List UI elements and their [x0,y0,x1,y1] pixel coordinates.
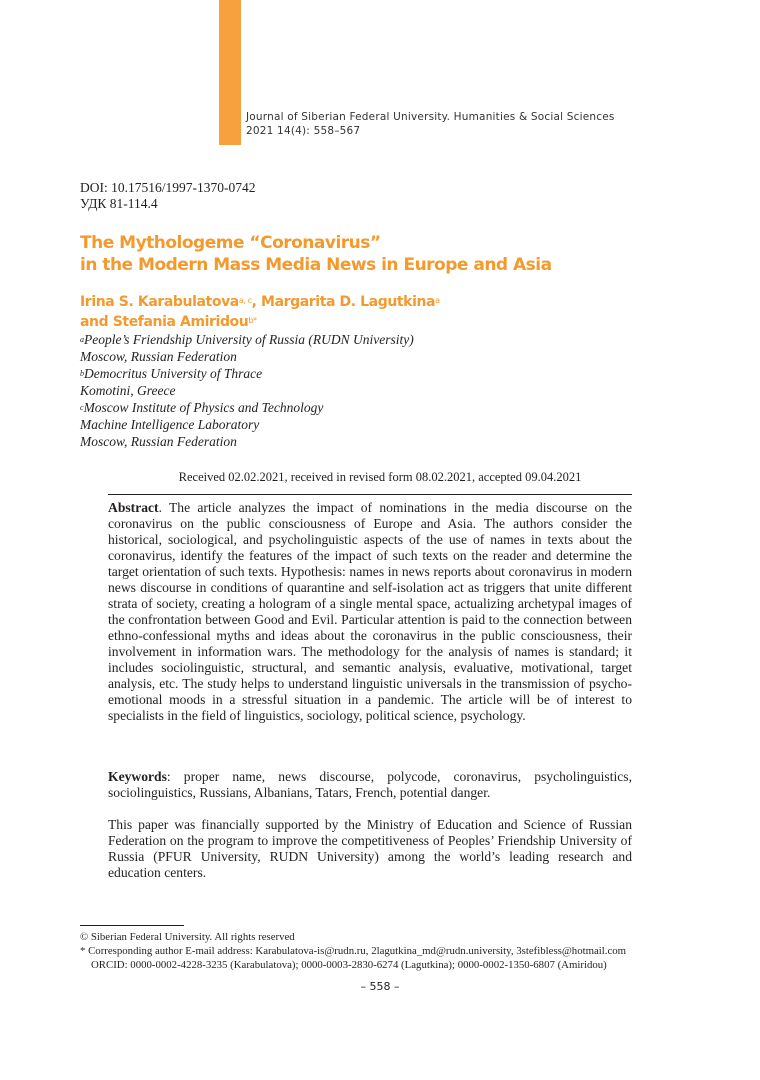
abstract-label: Abstract [108,500,159,515]
affiliation-line [80,331,414,348]
keywords [108,769,632,801]
affiliation-line [80,382,414,399]
author-affil-sup: b* [248,316,257,325]
author-separator: , [251,294,262,310]
keywords-label: Keywords [108,769,167,784]
article-title [80,232,552,276]
affiliation-line [80,365,414,382]
title-line-1: The Mythologeme “Coronavirus” [80,233,381,253]
abstract [108,500,632,724]
journal-header [246,110,615,138]
affiliation-sup: b [80,369,84,378]
article-identifiers [80,180,256,212]
copyright-note: © Siberian Federal University. All rights reserved [80,931,295,943]
orcid-note: ORCID: 0000-0002-4228-3235 (Karabulatova); 0000-0003-2830-6274 (Lagutkina); 0000-0002-1350-6807 (Amiridou) [91,959,607,971]
affiliations [80,331,414,450]
journal-issue: 2021 14(4): 558–567 [246,125,361,137]
footnotes [80,930,626,972]
corresponding-author-note: * Corresponding author E-mail address: Karabulatova-is@rudn.ru, 2lagutkina_md@rudn.university, 3stefibless@hotmail.com [80,945,627,957]
header-accent-bar [219,0,241,145]
author-affil-sup: a [435,296,440,305]
affiliation-text: Machine Intelligence Laboratory [80,417,260,432]
author-line-1 [80,292,440,312]
affiliation-text: Moscow, Russian Federation [80,349,237,364]
affiliation-text: Democritus University of Thrace [84,366,263,381]
title-line-2: in the Modern Mass Media News in Europe and Asia [80,255,552,275]
affiliation-text: People’s Friendship University of Russia (RUDN University) [84,332,414,347]
author-name: Stefania Amiridou [112,314,249,330]
author-affil-sup: a, c [238,296,252,305]
affiliation-line [80,348,414,365]
keywords-text: : proper name, news discourse, polycode, coronavirus, psycholinguistics, sociolinguistics, Russians, Albanians, Tatars, French, potential danger. [108,769,632,800]
page-number: – 558 – [360,980,400,993]
footnote-divider [80,925,184,926]
affiliation-line [80,416,414,433]
author-conjunction: and [80,314,113,330]
abstract-divider [108,494,632,495]
affiliation-line [80,433,414,450]
affiliation-sup: a [80,335,84,344]
journal-name: Journal of Siberian Federal University. Humanities & Social Sciences [246,111,615,123]
author-name: Margarita D. Lagutkina [261,294,436,310]
affiliation-text: Komotini, Greece [80,383,176,398]
abstract-text: . The article analyzes the impact of nominations in the media discourse on the coronavirus on the public consciousness of Europe and Asia. The authors consider the historical, sociological, and psycholinguistic aspects of the use of names in texts about the coronavirus, identify the features of the impact of such texts on the reader and determine the target orientation of such texts. Hypothesis: names in news reports about coronavirus in modern news discourse in conditions of quarantine and self-isolation act as triggers that unite different strata of society, creating a hologram of a single mental space, actualizing archetypal images of the confrontation between Good and Evil. Particular attention is paid to the connection between ethno-confessional myths and ideas about the coronavirus in the public consciousness, their involvement in information wars. The methodology for the analysis of names is standard; it includes sociolinguistic, structural, and semantic analysis, evaluative, motivational, target analysis, etc. The study helps to understand linguistic universals in the transmission of psycho-emotional moods in a stressful situation in a pandemic. The article will be of interest to specialists in the field of linguistics, sociology, political science, psychology. [108,500,632,723]
received-dates: Received 02.02.2021, received in revised form 08.02.2021, accepted 09.04.2021 [178,470,582,484]
affiliation-line [80,399,414,416]
affiliation-sup: c [80,403,84,412]
affiliation-text: Moscow, Russian Federation [80,434,237,449]
author-list [80,292,440,332]
affiliation-text: Moscow Institute of Physics and Technology [83,400,324,415]
author-name: Irina S. Karabulatova [80,294,239,310]
udk: УДК 81-114.4 [80,196,158,211]
author-line-2 [80,312,440,332]
funding-statement: This paper was financially supported by the Ministry of Education and Science of Russian Federation on the program to improve the competitiveness of Peoples’ Friendship University of Russia (PFUR University, RUDN University) among the world’s leading research and education centers. [108,817,632,880]
doi[interactable]: DOI: 10.17516/1997-1370-0742 [80,180,256,195]
